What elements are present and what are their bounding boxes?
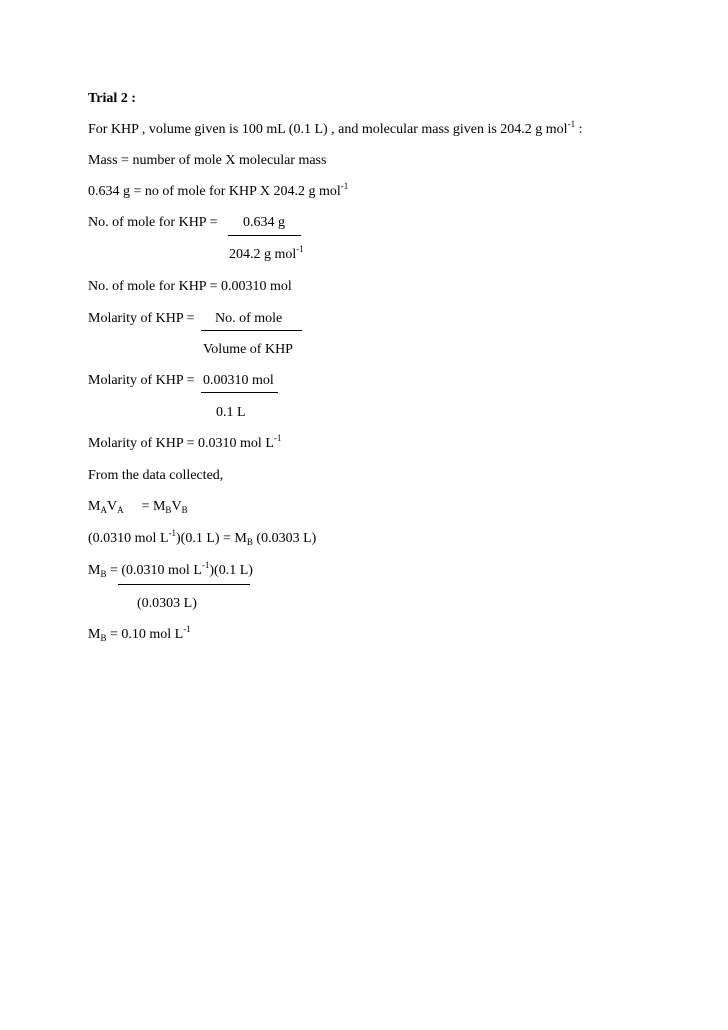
mb-fraction-num-sup: -1	[201, 560, 210, 570]
mb-fraction-line	[88, 560, 253, 579]
molarity-result-line	[88, 433, 282, 452]
section-heading: Trial 2 :	[88, 91, 136, 106]
mass-substitution-text: 0.634 g = no of mole for KHP X 204.2 g mol	[88, 184, 341, 199]
eq2-part1: (0.0310 mol L	[88, 531, 169, 546]
titration-equation	[88, 499, 188, 515]
molarity-result-text: Molarity of KHP = 0.0310 mol L	[88, 436, 274, 451]
eq1-v: V	[106, 499, 118, 514]
eq1-sub-a: A	[100, 505, 107, 515]
mole-fraction-denominator	[229, 244, 304, 263]
eq1-sub-a2: A	[117, 505, 124, 515]
data-collected-line: From the data collected,	[88, 468, 224, 483]
mole-fraction-den-text: 204.2 g mol	[229, 247, 297, 262]
mass-substitution-line	[88, 181, 349, 200]
mb-fraction-sub: B	[100, 569, 107, 579]
mb-fraction-m: M	[88, 563, 101, 578]
mole-fraction-bar	[228, 235, 301, 236]
molarity-sub-label: Molarity of KHP =	[88, 373, 195, 388]
eq1-v2: V	[171, 499, 182, 514]
molarity-formula-bar	[201, 330, 302, 331]
molarity-formula-label: Molarity of KHP =	[88, 311, 195, 326]
mole-fraction-den-sup: -1	[296, 244, 304, 254]
mole-fraction-numerator: 0.634 g	[243, 215, 285, 230]
khp-given-after: :	[575, 122, 583, 137]
molarity-formula-numerator: No. of mole	[215, 311, 283, 326]
eq2-part3: (0.0303 L)	[252, 531, 317, 546]
substitution-equation	[88, 528, 317, 547]
mole-fraction-label: No. of mole for KHP =	[88, 215, 218, 230]
molarity-sub-bar	[201, 392, 278, 393]
molarity-sub-numerator: 0.00310 mol	[203, 373, 274, 388]
mb-result-m: M	[88, 627, 101, 642]
eq1-m: M	[88, 499, 101, 514]
eq1-sub-b2: B	[181, 505, 188, 515]
molarity-formula-denominator: Volume of KHP	[203, 342, 293, 357]
khp-given-text: For KHP , volume given is 100 mL (0.1 L) , and molecular mass given is 204.2 g mol	[88, 122, 568, 137]
eq2-sup: -1	[168, 528, 176, 538]
khp-given-line	[88, 119, 583, 138]
mb-fraction-eq: =	[106, 563, 122, 578]
mole-result-line: No. of mole for KHP = 0.00310 mol	[88, 279, 292, 294]
eq1-sub-b: B	[165, 505, 172, 515]
mb-result-sub: B	[100, 633, 107, 643]
mb-fraction-num1: (0.0310 mol L	[121, 563, 202, 578]
eq1-equals: = M	[141, 499, 166, 514]
mb-result-line	[88, 624, 191, 643]
mb-result-text: = 0.10 mol L	[106, 627, 184, 642]
molarity-result-sup: -1	[273, 433, 282, 443]
khp-given-sup: -1	[567, 119, 576, 129]
mass-substitution-sup: -1	[340, 181, 349, 191]
mass-formula-line: Mass = number of mole X molecular mass	[88, 153, 327, 168]
molarity-sub-denominator: 0.1 L	[216, 405, 246, 420]
mb-fraction-bar	[118, 584, 250, 585]
mb-result-sup: -1	[183, 624, 191, 634]
eq2-part2: )(0.1 L) = M	[176, 531, 247, 546]
mb-fraction-num2: )(0.1 L)	[209, 563, 253, 578]
eq2-sub: B	[246, 537, 253, 547]
mb-fraction-denominator: (0.0303 L)	[137, 596, 197, 611]
